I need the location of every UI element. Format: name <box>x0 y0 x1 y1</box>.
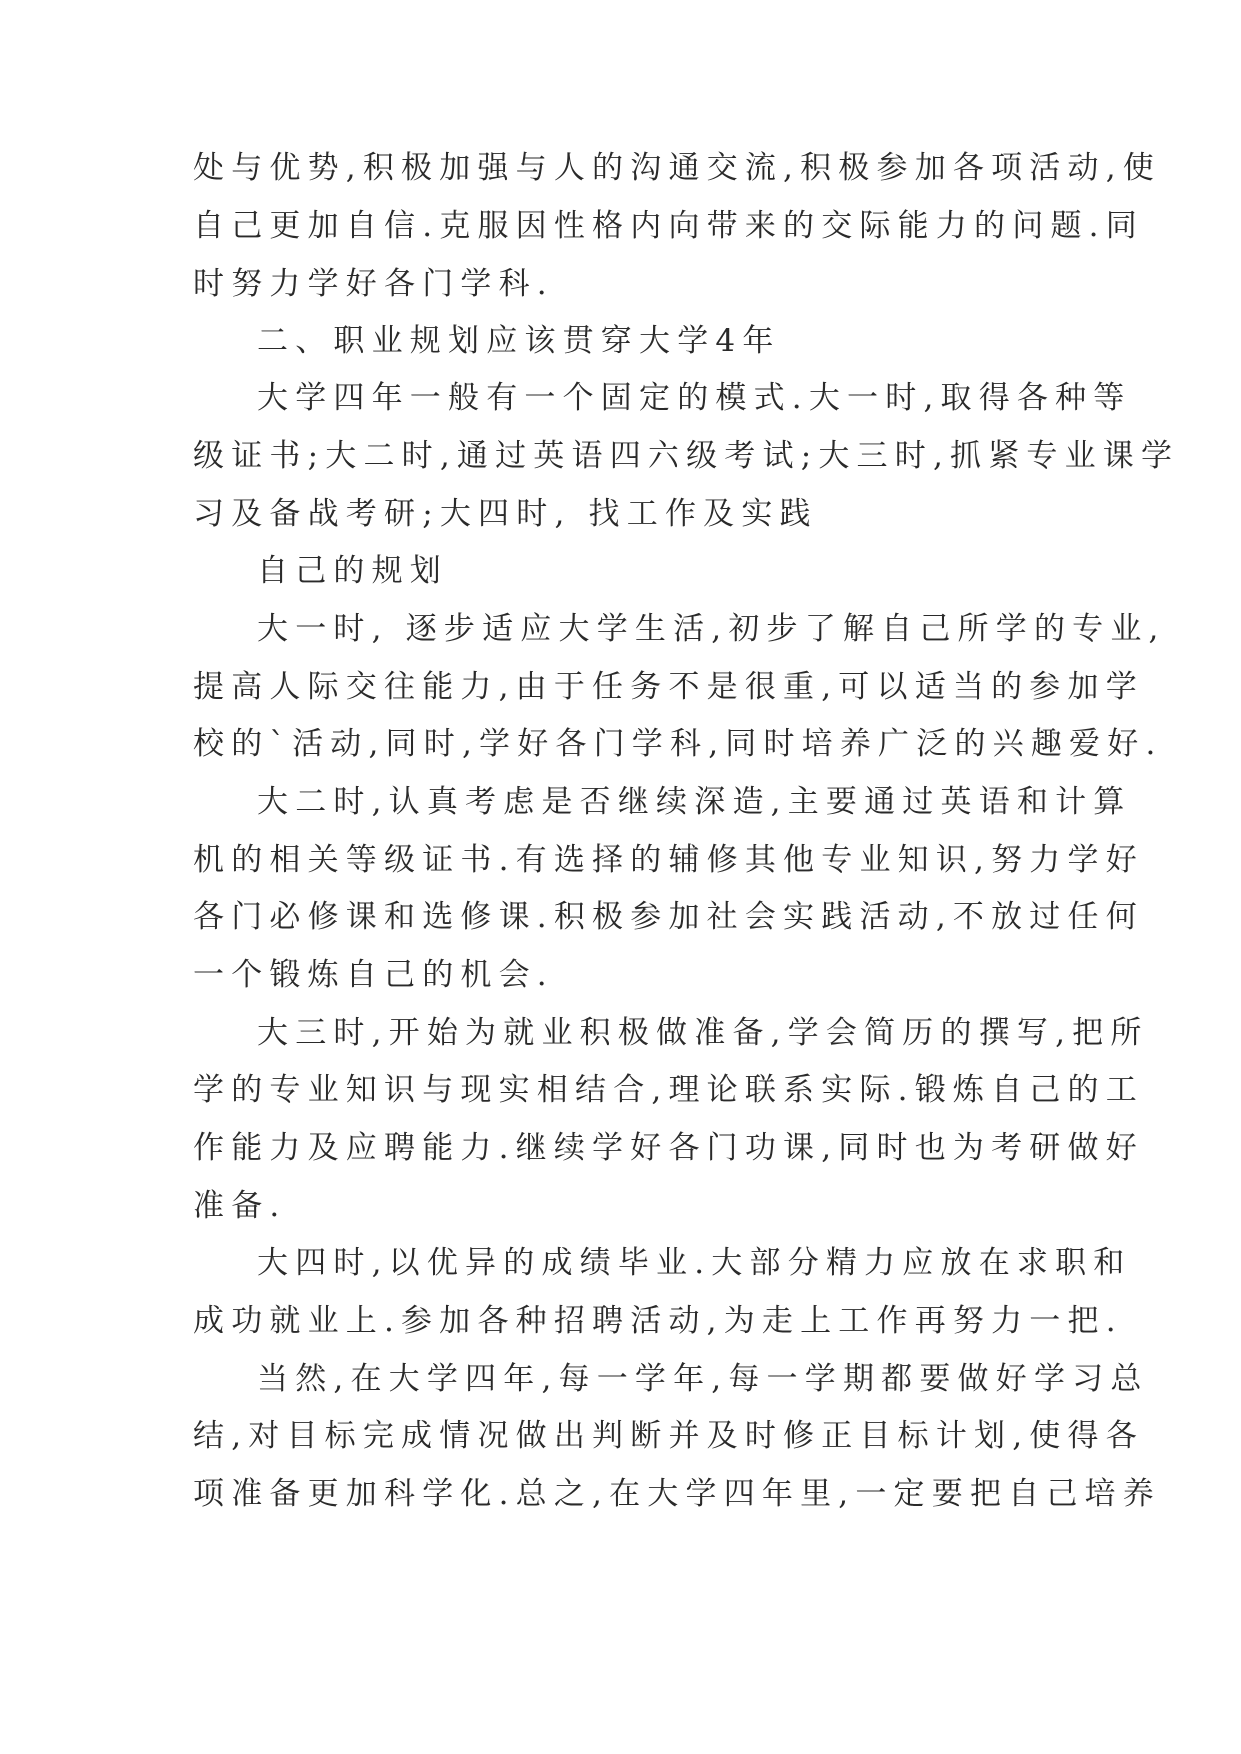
text-line: 成功就业上.参加各种招聘活动,为走上工作再努力一把. <box>193 1303 1123 1339</box>
paragraph-first-line: 当然,在大学四年,每一学年,每一学期都要做好学习总 <box>257 1361 1149 1397</box>
text-line: 处与优势,积极加强与人的沟通交流,积极参加各项活动,使 <box>193 150 1161 186</box>
text-line: 提高人际交往能力,由于任务不是很重,可以适当的参加学 <box>193 669 1144 705</box>
subheading: 自己的规划 <box>257 553 448 589</box>
text-line: 机的相关等级证书.有选择的辅修其他专业知识,努力学好 <box>193 842 1144 878</box>
text-line: 学的专业知识与现实相结合,理论联系实际.锻炼自己的工 <box>193 1072 1144 1108</box>
paragraph-first-line: 大学四年一般有一个固定的模式.大一时,取得各种等 <box>257 380 1132 416</box>
text-line: 准备. <box>193 1188 287 1224</box>
paragraph-first-line: 大二时,认真考虑是否继续深造,主要通过英语和计算 <box>257 784 1132 820</box>
paragraph-first-line: 大一时, 逐步适应大学生活,初步了解自己所学的专业, <box>257 611 1166 647</box>
text-line: 校的`活动,同时,学好各门学科,同时培养广泛的兴趣爱好. <box>193 726 1163 762</box>
paragraph-first-line: 大四时,以优异的成绩毕业.大部分精力应放在求职和 <box>257 1245 1132 1281</box>
paragraph-first-line: 大三时,开始为就业积极做准备,学会简历的撰写,把所 <box>257 1015 1149 1051</box>
text-line: 级证书;大二时,通过英语四六级考试;大三时,抓紧专业课学 <box>193 438 1180 474</box>
text-line: 时努力学好各门学科. <box>193 266 554 302</box>
text-line: 习及备战考研;大四时, 找工作及实践 <box>193 496 818 532</box>
text-line: 各门必修课和选修课.积极参加社会实践活动,不放过任何 <box>193 899 1144 935</box>
text-line: 结,对目标完成情况做出判断并及时修正目标计划,使得各 <box>193 1418 1144 1454</box>
text-line: 自己更加自信.克服因性格内向带来的交际能力的问题.同 <box>193 208 1144 244</box>
text-line: 作能力及应聘能力.继续学好各门功课,同时也为考研做好 <box>193 1130 1144 1166</box>
text-line: 项准备更加科学化.总之,在大学四年里,一定要把自己培养 <box>193 1476 1161 1512</box>
section-heading: 二、职业规划应该贯穿大学4年 <box>257 323 781 359</box>
text-line: 一个锻炼自己的机会. <box>193 957 554 993</box>
